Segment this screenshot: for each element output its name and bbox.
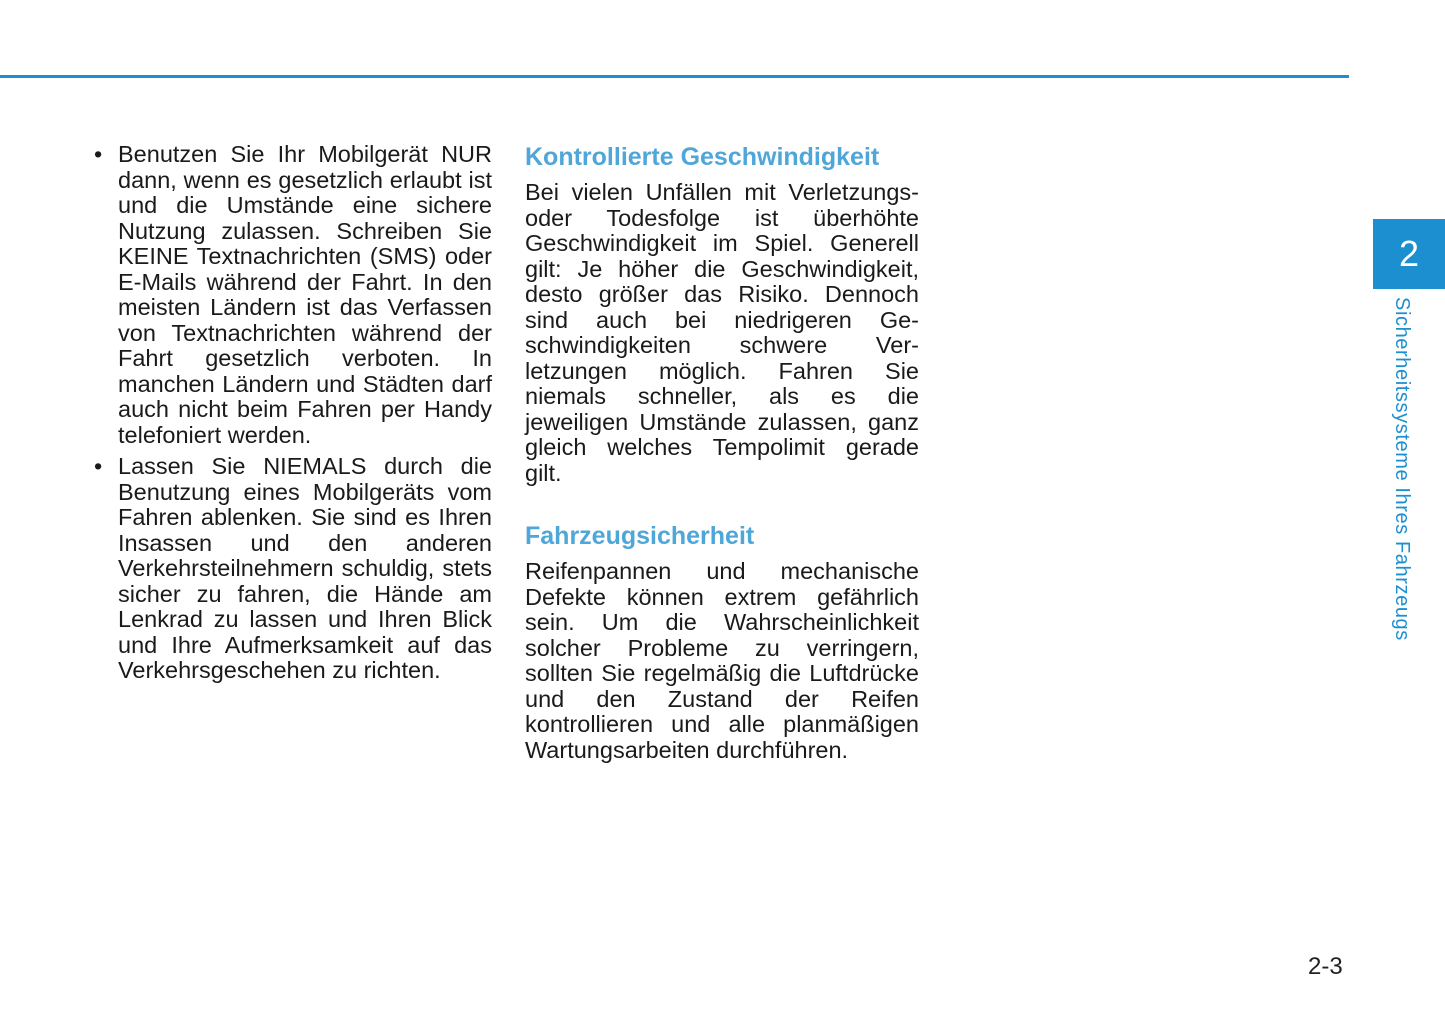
section-title: Fahrzeugsicherheit	[525, 522, 755, 550]
bullet-text: Lassen Sie NIEMALS durch die Benutzung eines Mobilgeräts vom Fahren ablenken. Sie sind es Ihren Insassen und den anderen Verkehrsteilnehmern schuldig, stets sicher zu fahren, die Hände am Lenkrad zu lassen und Ihren Blick und Ihre Aufmerksamkeit auf das Verkehrsgeschehen zu richten.	[118, 453, 492, 683]
bullet-item-mobile-use	[92, 142, 492, 448]
section-vehicle-safety	[525, 521, 919, 763]
header-rule	[0, 75, 1349, 78]
left-column	[92, 142, 492, 690]
bullet-text: Benutzen Sie Ihr Mobilgerät NUR dann, wenn es gesetzlich erlaubt ist und die Umstände eine sichere Nutzung zulassen. Schreiben Sie KEINE Textnachrichten (SMS) oder E-Mails während der Fahrt. In den meisten Ländern ist das Verfassen von Textnachrichten während der Fahrt gesetzlich verboten. In manchen Ländern und Städten darf auch nicht beim Fahren per Handy telefoniert werden.	[118, 141, 492, 448]
section-body: Bei vielen Unfällen mit Verletzungsoder Todesfolge ist überhöhte Geschwindigkeit im Spiel. Generell gilt: Je höher die Geschwindigkeit, desto größer das Risiko. Dennoch sind auch bei niedrigeren Geschwindigkeiten schwere Verletzungen möglich. Fahren Sie niemals schneller, als es die jeweiligen Umstände zulassen, ganz gleich welches Tempolimit gerade gilt.	[525, 179, 919, 486]
chapter-number-tab: 2	[1373, 219, 1445, 289]
section-speed	[525, 142, 919, 486]
section-title: Kontrollierte Geschwindigkeit	[525, 143, 880, 171]
page-number: 2-3	[1308, 953, 1343, 980]
bullet-list	[92, 142, 492, 684]
bullet-item-no-distraction	[92, 454, 492, 684]
middle-column	[525, 142, 919, 798]
section-body: Reifenpannen und mechanische Defekte können extrem gefährlich sein. Um die Wahrscheinlichkeit solcher Probleme zu verringern, sollten Sie regelmäßig die Luftdrücke und den Zustand der Reifen kontrollieren und alle planmäßigen Wartungsarbeiten durchführen.	[525, 558, 919, 763]
chapter-title: Sicherheitssysteme Ihres Fahrzeugs	[1391, 297, 1413, 641]
bullet-marker: •	[94, 453, 103, 479]
bullet-marker: •	[94, 141, 103, 167]
